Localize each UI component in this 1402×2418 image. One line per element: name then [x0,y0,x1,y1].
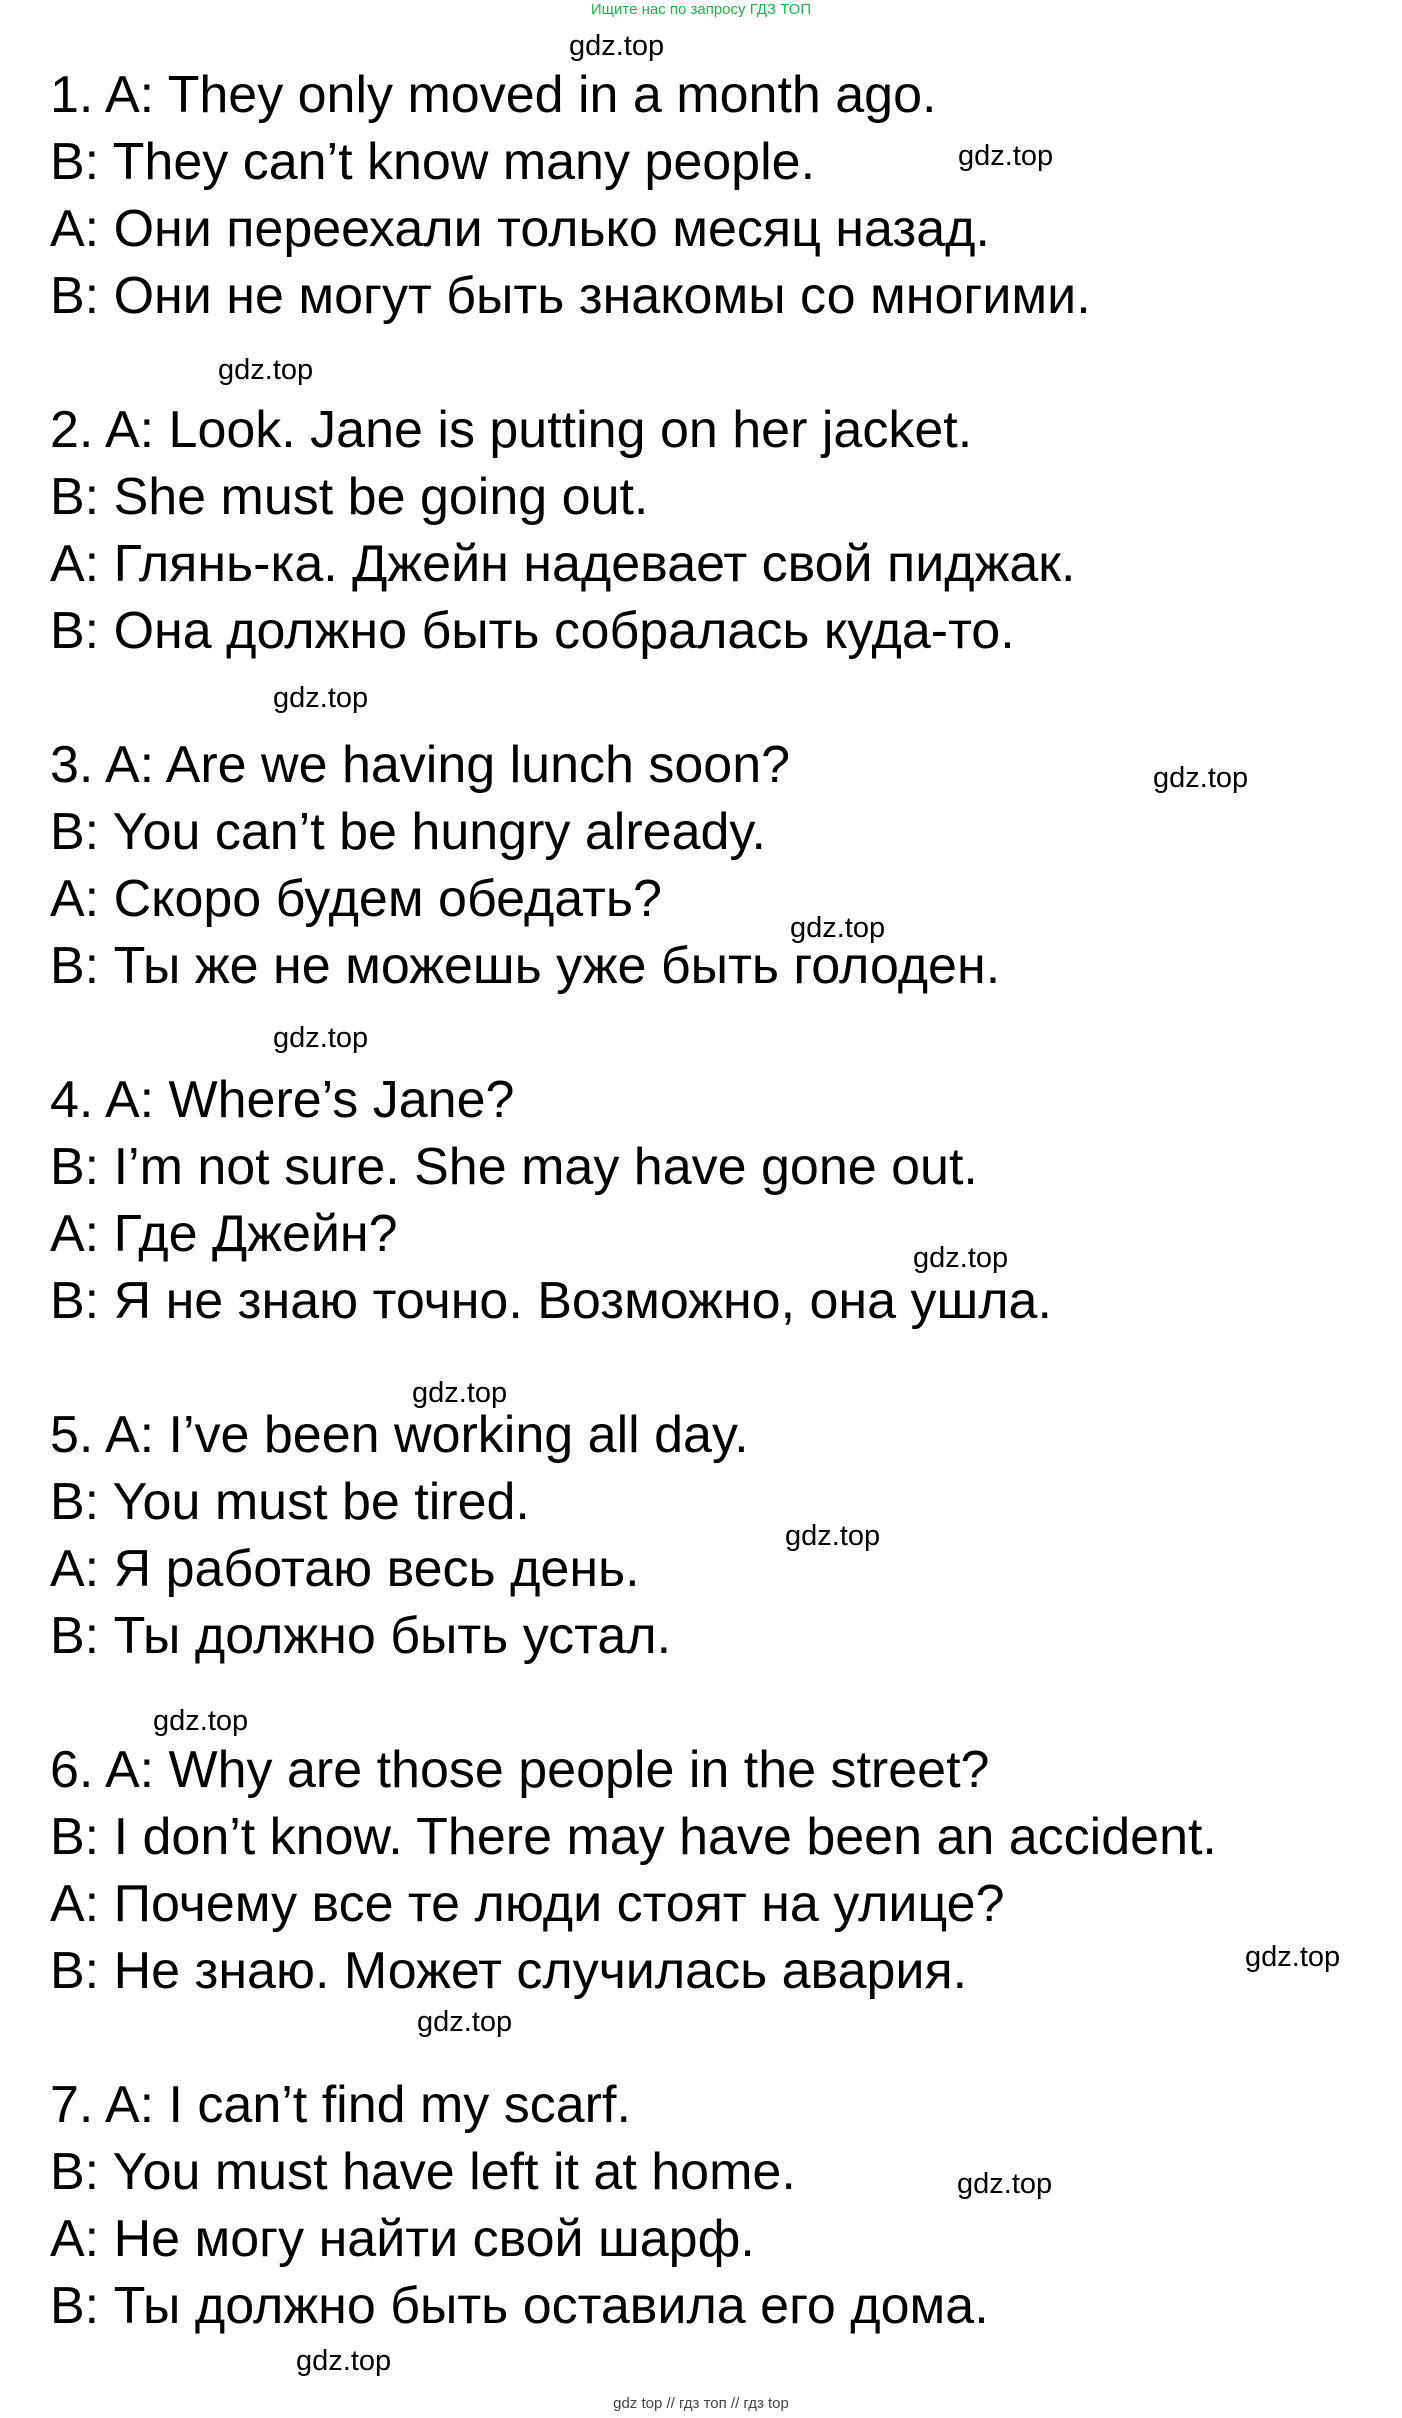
footer-watermark: gdz top // гдз топ // гдз top [613,2395,789,2412]
dialogue-5-line-1: 5. A: I’ve been working all day. [50,1406,749,1464]
dialogue-5-line-3: A: Я работаю весь день. [50,1540,640,1598]
dialogue-6-line-2: B: I don’t know. There may have been an accident. [50,1808,1217,1866]
dialogue-3-line-1: 3. A: Are we having lunch soon? [50,736,791,794]
top-banner: Ищите нас по запросу ГДЗ ТОП [590,1,812,18]
watermark: gdz.top [790,912,886,944]
dialogue-4-line-2: B: I’m not sure. She may have gone out. [50,1138,978,1196]
watermark: gdz.top [958,140,1054,172]
dialogue-3-line-3: A: Скоро будем обедать? [50,870,662,928]
watermark: gdz.top [296,2345,392,2377]
dialogue-2-line-1: 2. A: Look. Jane is putting on her jacket. [50,401,973,459]
watermark: gdz.top [273,682,369,714]
watermark: gdz.top [785,1520,881,1552]
watermark: gdz.top [913,1242,1009,1274]
watermark: gdz.top [273,1022,369,1054]
watermark: gdz.top [569,30,665,62]
dialogue-2-line-4: B: Она должно быть собралась куда-то. [50,602,1015,660]
dialogue-3-line-2: B: You can’t be hungry already. [50,803,766,861]
dialogue-4-line-1: 4. A: Where’s Jane? [50,1071,515,1129]
dialogue-7-line-1: 7. A: I can’t find my scarf. [50,2076,631,2134]
dialogue-3-line-4: B: Ты же не можешь уже быть голоден. [50,937,1001,995]
dialogue-1-line-1: 1. A: They only moved in a month ago. [50,66,937,124]
dialogue-2-line-3: A: Глянь-ка. Джейн надевает свой пиджак. [50,535,1076,593]
dialogue-4-line-3: A: Где Джейн? [50,1205,398,1263]
dialogue-7-line-3: A: Не могу найти свой шарф. [50,2210,755,2268]
dialogue-7-line-4: B: Ты должно быть оставила его дома. [50,2277,989,2335]
dialogue-6-line-3: A: Почему все те люди стоят на улице? [50,1875,1005,1933]
dialogue-2-line-2: B: She must be going out. [50,468,649,526]
dialogue-4-line-4: B: Я не знаю точно. Возможно, она ушла. [50,1272,1052,1330]
dialogue-5-line-2: B: You must be tired. [50,1473,530,1531]
watermark: gdz.top [1245,1941,1341,1973]
dialogue-5-line-4: B: Ты должно быть устал. [50,1607,672,1665]
dialogue-1-line-4: B: Они не могут быть знакомы со многими. [50,267,1091,325]
watermark: gdz.top [218,354,314,386]
dialogue-6-line-1: 6. A: Why are those people in the street? [50,1741,990,1799]
watermark: gdz.top [957,2168,1053,2200]
watermark: gdz.top [417,2006,513,2038]
dialogue-6-line-4: B: Не знаю. Может случилась авария. [50,1942,968,2000]
dialogue-1-line-2: B: They can’t know many people. [50,133,816,191]
watermark: gdz.top [412,1377,508,1409]
watermark: gdz.top [1153,762,1249,794]
watermark: gdz.top [153,1705,249,1737]
dialogue-7-line-2: B: You must have left it at home. [50,2143,796,2201]
dialogue-1-line-3: A: Они переехали только месяц назад. [50,200,990,258]
